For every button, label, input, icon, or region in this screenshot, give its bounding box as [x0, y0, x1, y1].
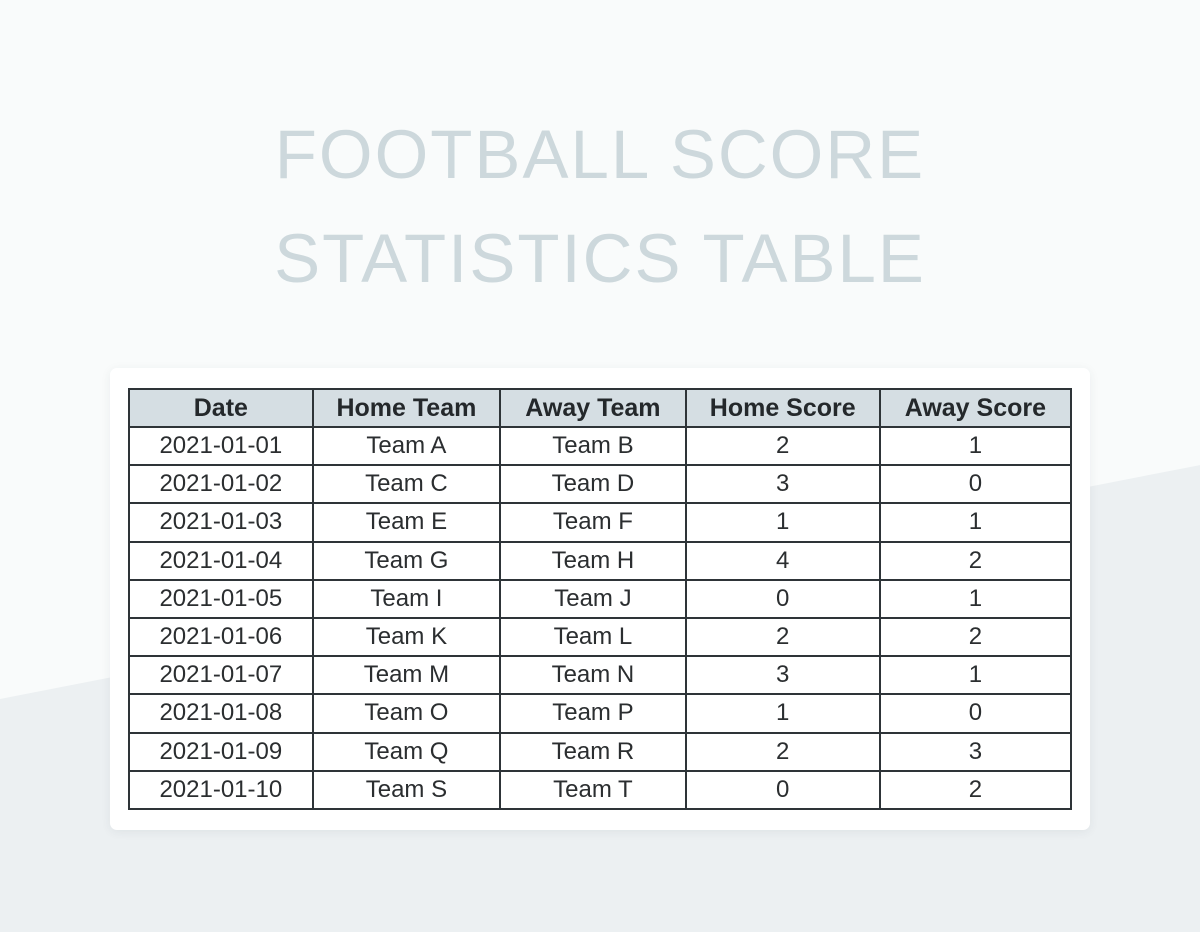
table-cell: Team L [500, 618, 686, 656]
table-cell: 2 [880, 771, 1071, 809]
table-cell: 2021-01-09 [129, 733, 313, 771]
table-cell: Team B [500, 427, 686, 465]
page-title-line1: FOOTBALL SCORE [274, 116, 926, 193]
table-cell: Team H [500, 542, 686, 580]
table-cell: 2021-01-03 [129, 503, 313, 541]
table-row [129, 694, 1071, 732]
column-header: Away Team [500, 389, 686, 427]
table-cell: 4 [686, 542, 880, 580]
table-row [129, 427, 1071, 465]
table-cell: 0 [880, 465, 1071, 503]
table-cell: 2 [686, 618, 880, 656]
table-cell: 2021-01-07 [129, 656, 313, 694]
table-cell: 1 [880, 580, 1071, 618]
table-cell: Team Q [313, 733, 500, 771]
table-header-row [129, 389, 1071, 427]
table-cell: Team P [500, 694, 686, 732]
page-title-line2: STATISTICS TABLE [274, 220, 926, 297]
table-cell: Team A [313, 427, 500, 465]
table-cell: 0 [686, 580, 880, 618]
table-cell: 2 [880, 618, 1071, 656]
table-row [129, 503, 1071, 541]
table-cell: Team S [313, 771, 500, 809]
table-cell: Team F [500, 503, 686, 541]
table-cell: Team R [500, 733, 686, 771]
table-cell: Team I [313, 580, 500, 618]
table-cell: 2 [880, 542, 1071, 580]
column-header: Home Team [313, 389, 500, 427]
table-cell: 1 [880, 656, 1071, 694]
table-row [129, 656, 1071, 694]
table-row [129, 618, 1071, 656]
page-title [0, 103, 1200, 311]
table-card [110, 368, 1090, 830]
table-cell: Team T [500, 771, 686, 809]
column-header: Date [129, 389, 313, 427]
table-cell: 3 [880, 733, 1071, 771]
table-cell: 1 [686, 503, 880, 541]
table-row [129, 733, 1071, 771]
table-cell: Team C [313, 465, 500, 503]
table-cell: Team E [313, 503, 500, 541]
table-cell: 2021-01-01 [129, 427, 313, 465]
table-cell: 1 [880, 503, 1071, 541]
table-cell: 0 [686, 771, 880, 809]
table-row [129, 580, 1071, 618]
table-cell: 1 [880, 427, 1071, 465]
table-cell: Team K [313, 618, 500, 656]
table-cell: Team O [313, 694, 500, 732]
table-cell: 1 [686, 694, 880, 732]
table-cell: 0 [880, 694, 1071, 732]
table-cell: Team J [500, 580, 686, 618]
table-cell: 2021-01-06 [129, 618, 313, 656]
table-cell: Team M [313, 656, 500, 694]
table-cell: 2 [686, 427, 880, 465]
table-cell: Team G [313, 542, 500, 580]
table-cell: 2021-01-10 [129, 771, 313, 809]
score-table-body [129, 427, 1071, 809]
table-cell: 3 [686, 656, 880, 694]
score-table [128, 388, 1072, 810]
table-row [129, 465, 1071, 503]
table-cell: 2021-01-08 [129, 694, 313, 732]
table-row [129, 771, 1071, 809]
table-cell: 2021-01-04 [129, 542, 313, 580]
table-cell: 3 [686, 465, 880, 503]
table-row [129, 542, 1071, 580]
table-cell: 2021-01-02 [129, 465, 313, 503]
table-cell: 2021-01-05 [129, 580, 313, 618]
column-header: Home Score [686, 389, 880, 427]
table-cell: Team N [500, 656, 686, 694]
table-cell: Team D [500, 465, 686, 503]
table-cell: 2 [686, 733, 880, 771]
score-table-header [129, 389, 1071, 427]
column-header: Away Score [880, 389, 1071, 427]
